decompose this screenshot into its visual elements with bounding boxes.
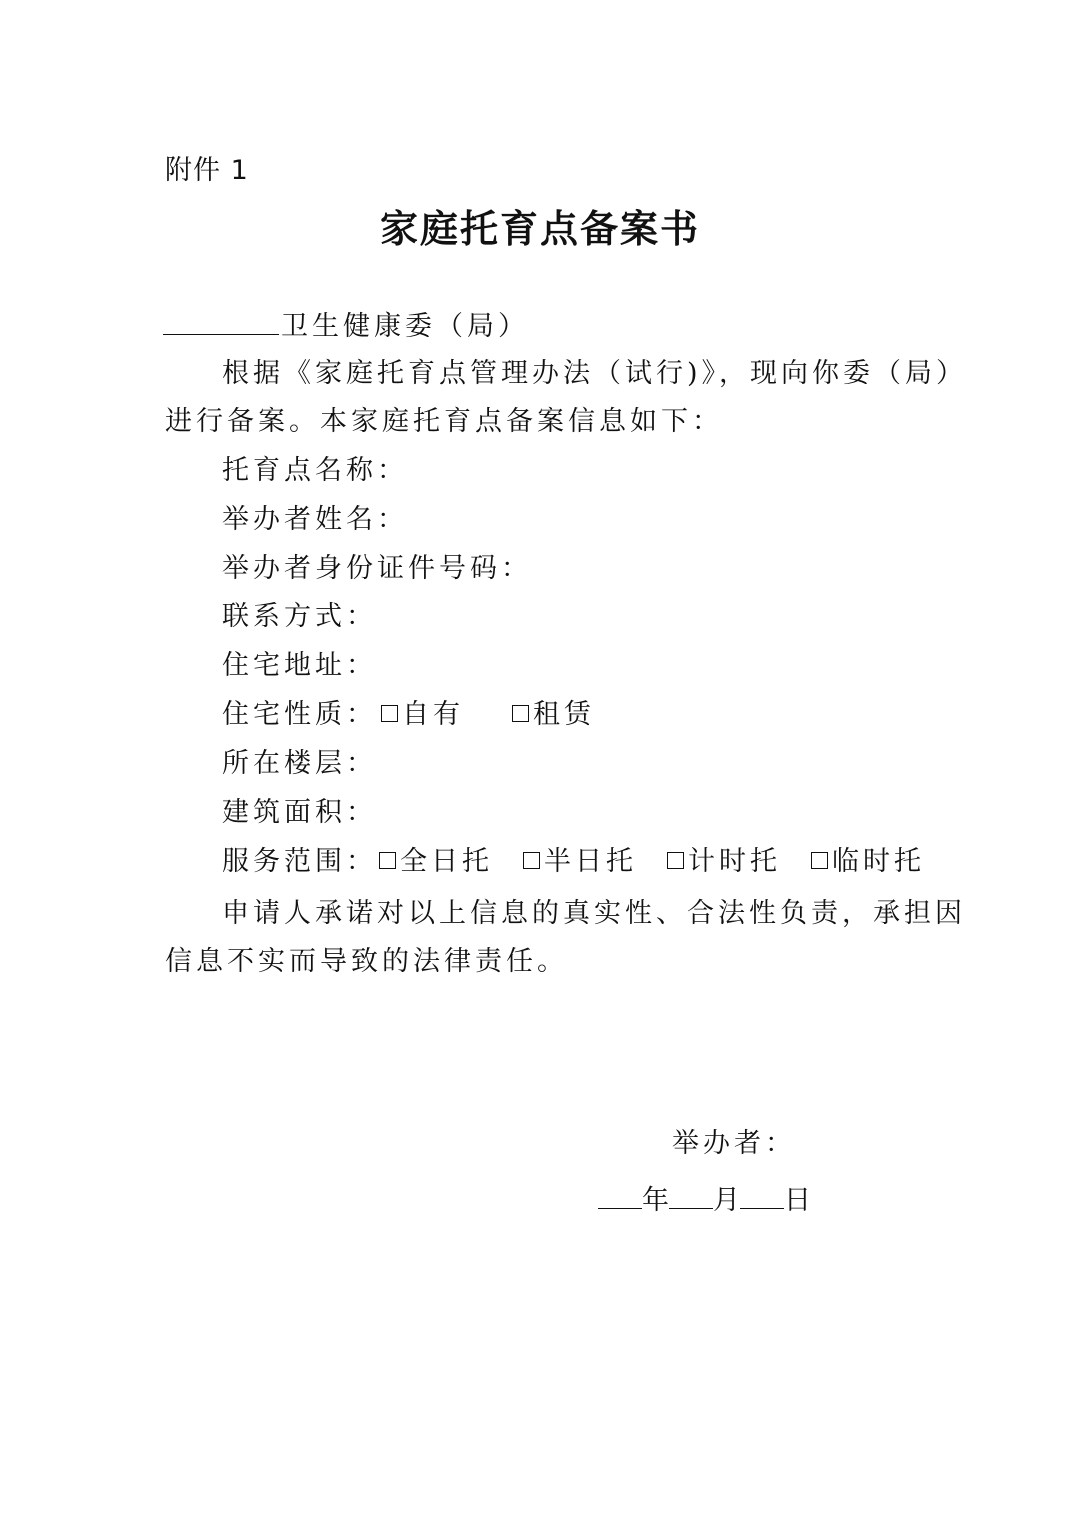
service-option-full-day[interactable]: 全日托 [379, 844, 493, 880]
field-id-number: 举办者身份证件号码： [222, 553, 532, 584]
field-floor: 所在楼层： [222, 748, 377, 779]
field-service-scope-row [222, 844, 925, 880]
field-contact: 联系方式： [222, 601, 377, 632]
housing-option-owned[interactable]: 自有 [381, 697, 464, 733]
field-nursery-name: 托育点名称： [222, 455, 408, 486]
organizer-signature-label: 举办者： [672, 1128, 796, 1159]
field-service-scope: 服务范围： [222, 846, 377, 877]
service-option-hourly[interactable]: 计时托 [667, 844, 781, 880]
checkbox-icon[interactable] [667, 852, 684, 869]
field-housing-type-row [222, 697, 595, 733]
date-line [598, 1182, 811, 1219]
attachment-label: 附件 1 [165, 155, 249, 186]
day-label: 日 [784, 1185, 811, 1216]
housing-option-rented[interactable]: 租赁 [512, 697, 595, 733]
field-housing-type: 住宅性质： [222, 699, 377, 730]
intro-line-2: 进行备案。本家庭托育点备案信息如下： [165, 406, 723, 437]
checkbox-icon[interactable] [381, 705, 398, 722]
field-address: 住宅地址： [222, 650, 377, 681]
service-option-half-day[interactable]: 半日托 [523, 844, 637, 880]
checkbox-icon[interactable] [379, 852, 396, 869]
year-blank[interactable] [598, 1182, 642, 1209]
checkbox-icon[interactable] [512, 705, 529, 722]
year-label: 年 [642, 1185, 669, 1216]
recipient-suffix: 卫生健康委（局） [281, 311, 529, 342]
day-blank[interactable] [740, 1182, 784, 1209]
pledge-line-1: 申请人承诺对以上信息的真实性、合法性负责，承担因 [222, 898, 966, 929]
checkbox-icon[interactable] [523, 852, 540, 869]
recipient-line [163, 308, 529, 345]
month-label: 月 [713, 1185, 740, 1216]
intro-line-1: 根据《家庭托育点管理办法（试行)》，现向你委（局） [222, 358, 968, 389]
service-option-temporary[interactable]: 临时托 [811, 844, 925, 880]
document-title: 家庭托育点备案书 [379, 207, 700, 251]
month-blank[interactable] [669, 1182, 713, 1209]
checkbox-icon[interactable] [811, 852, 828, 869]
pledge-line-2: 信息不实而导致的法律责任。 [165, 946, 568, 977]
field-organizer-name: 举办者姓名： [222, 504, 408, 535]
field-area: 建筑面积： [222, 797, 377, 828]
recipient-blank[interactable] [163, 308, 279, 335]
